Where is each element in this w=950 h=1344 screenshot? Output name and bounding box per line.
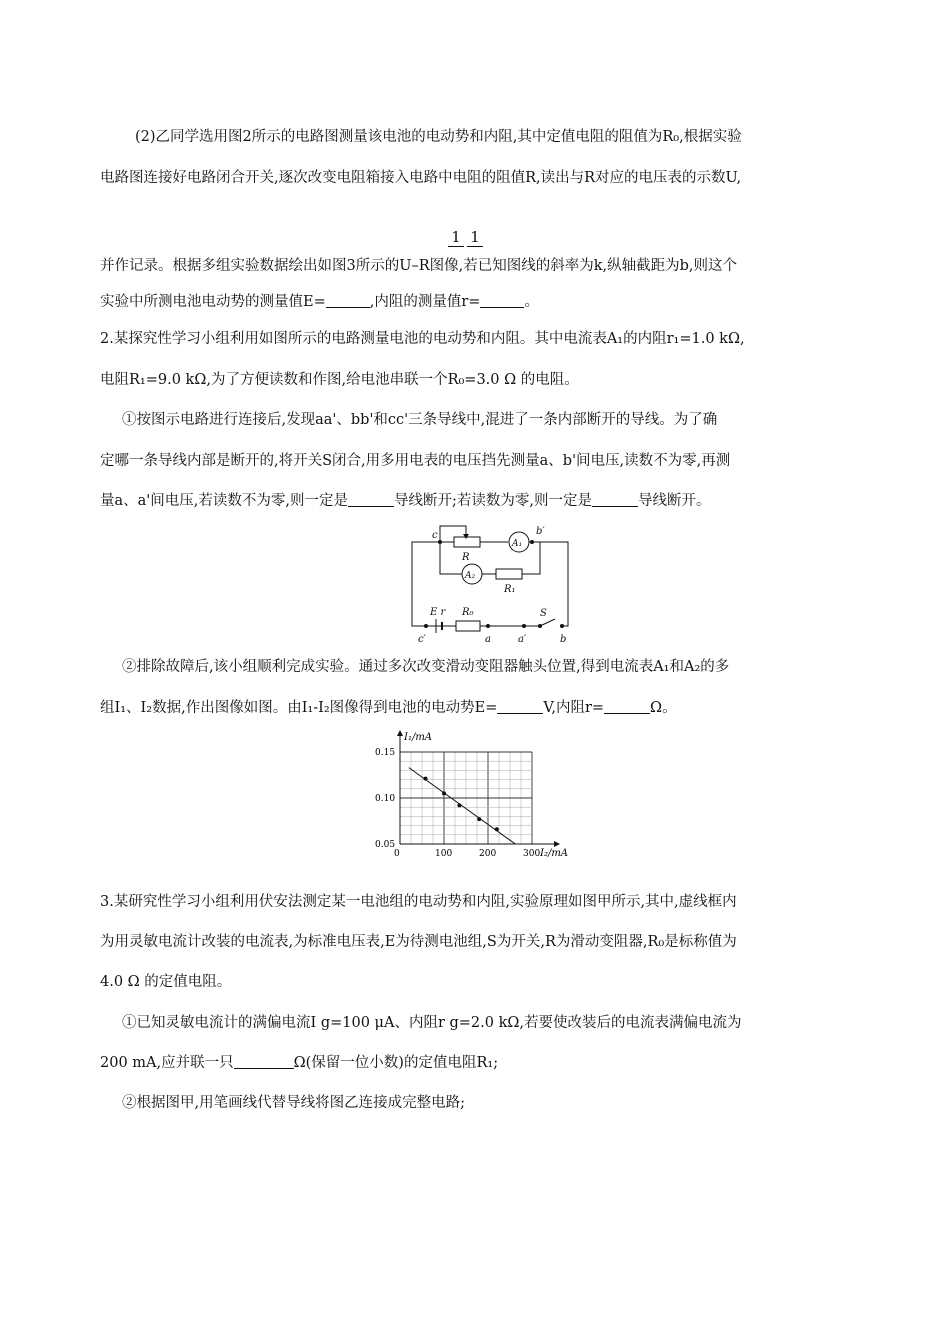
fraction-bar (467, 246, 483, 247)
q2-part2-line2 (100, 698, 677, 718)
q2-line2: 电阻R₁=9.0 kΩ,为了方便读数和作图,给电池串联一个R₀=3.0 Ω 的电阻。 (100, 372, 579, 388)
label-r0: R₀ (462, 607, 474, 618)
node-c-prime (424, 624, 428, 628)
data-point (495, 827, 499, 831)
q3-part1-line1: ①已知灵敏电流计的满偏电流I g=100 μA、内阻r g=2.0 kΩ,若要使改装后的电流表满偏电流为 (122, 1015, 742, 1031)
node-a (486, 624, 490, 628)
fraction-denominator: U–R (399, 258, 430, 274)
q2-line1: 2.某探究性学习小组利用如图所示的电路测量电池的电动势和内阻。其中电流表A₁的内阻r₁=1.0 kΩ, (100, 331, 745, 347)
node-b (560, 624, 564, 628)
y-tick-label: 0.15 (375, 748, 396, 758)
chart-marks (409, 768, 515, 844)
text-run: 200 mA,应并联一只 (100, 1055, 234, 1071)
text-run: 导线断开。 (638, 493, 711, 509)
node-a-prime (522, 624, 526, 628)
chart-grid (400, 752, 532, 844)
x-axis-arrow-icon (554, 841, 560, 847)
fraction-1-over-u (446, 228, 466, 246)
fraction-1-over-r (465, 228, 485, 246)
x-tick-label: 300 (523, 849, 541, 859)
label-a2: A₂ (465, 571, 476, 581)
label-a-prime: a′ (518, 634, 527, 645)
q3-part1-line2 (100, 1053, 498, 1073)
fraction-bar (448, 246, 464, 247)
text-run: Ω。 (650, 700, 677, 716)
answer-blank-resistance[interactable] (604, 699, 650, 714)
y-tick-label: 0.10 (375, 794, 396, 804)
text-run: 实验中所测电池电动势的测量值E= (100, 294, 326, 310)
answer-blank-wire1[interactable] (348, 492, 394, 507)
label-r: R (462, 552, 470, 563)
answer-blank-e[interactable] (326, 293, 370, 308)
slider-wire (440, 526, 466, 542)
resistor-r1 (496, 569, 522, 579)
q2-part1-line2: 定哪一条导线内部是断开的,将开关S闭合,用多用电表的电压挡先测量a、b'间电压,读数不为零,再测 (100, 453, 731, 469)
answer-blank-r[interactable] (480, 293, 524, 308)
q2-part1-line1: ①按图示电路进行连接后,发现aa'、bb'和cc'三条导线中,混进了一条内部断开的导线。为了确 (122, 412, 718, 428)
label-a1: A₁ (512, 539, 523, 549)
x-tick-label: 200 (479, 849, 497, 859)
text-run: 组I₁、I₂数据,作出图像如图。由I₁-I₂图像得到电池的电动势E= (100, 700, 498, 716)
label-c-prime: c′ (418, 634, 426, 645)
fraction-numerator: 1 (451, 228, 461, 246)
answer-blank-emf[interactable] (497, 699, 543, 714)
q1-part2-line4 (100, 292, 539, 312)
y-axis-arrow-icon (397, 730, 403, 736)
data-point (477, 817, 481, 821)
y-tick-label: 0.05 (375, 840, 396, 850)
data-point (442, 791, 446, 795)
node-c (438, 540, 442, 544)
i1-i2-chart (360, 728, 585, 863)
text-run: 导线断开;若读数为零,则一定是 (394, 493, 592, 509)
q3-part2-line1: ②根据图甲,用笔画线代替导线将图乙连接成完整电路; (122, 1095, 465, 1111)
label-b-prime: b′ (536, 526, 545, 537)
q1-part2-line3 (100, 256, 737, 276)
x-tick-label: 0 (394, 849, 400, 859)
text-run: V,内阻r= (543, 700, 605, 716)
x-axis-label: I₂/mA (540, 848, 569, 859)
text-run: 图像,若已知图线的斜率为k,纵轴截距为b,则这个 (429, 258, 738, 274)
y-axis-label: I₁/mA (404, 732, 433, 743)
text-run: 并作记录。根据多组实验数据绘出如图3所示的 (100, 258, 400, 274)
text-run: Ω(保留一位小数)的定值电阻R₁; (293, 1055, 499, 1071)
label-e-r: E r (430, 607, 446, 618)
label-s: S (540, 608, 547, 619)
q1-part2-line1: (2)乙同学选用图2所示的电路图测量该电池的电动势和内阻,其中定值电阻的阻值为R₀,根据实验 (135, 129, 742, 145)
data-point (457, 803, 461, 807)
label-b: b (560, 634, 567, 645)
text-run: 。 (524, 294, 539, 310)
q3-line1: 3.某研究性学习小组利用伏安法测定某一电池组的电动势和内阻,实验原理如图甲所示,其中,虚线框内 (100, 894, 737, 910)
resistor-r0 (456, 621, 480, 631)
q2-part2-line1: ②排除故障后,该小组顺利完成实验。通过多次改变滑动变阻器触头位置,得到电流表A₁和A₂的多 (122, 659, 730, 675)
label-a: a (485, 634, 491, 645)
fraction-numerator: 1 (470, 228, 480, 246)
q2-part1-line3 (100, 491, 711, 511)
label-c: c (432, 530, 438, 541)
wire-right (532, 542, 568, 626)
text-run: 量a、a'间电压,若读数不为零,则一定是 (100, 493, 348, 509)
answer-blank-wire2[interactable] (592, 492, 638, 507)
text-run: ,内阻的测量值r= (369, 294, 481, 310)
x-tick-label: 100 (435, 849, 453, 859)
node-switch (538, 624, 542, 628)
node-b-prime (530, 540, 534, 544)
answer-blank-shunt[interactable] (234, 1054, 294, 1069)
circuit-diagram (400, 518, 590, 648)
wire (522, 542, 540, 574)
label-r1: R₁ (504, 584, 516, 595)
q3-line3: 4.0 Ω 的定值电阻。 (100, 974, 232, 990)
rheostat-r (454, 537, 480, 547)
q3-line2: 为用灵敏电流计改装的电流表,为标准电压表,E为待测电池组,S为开关,R为滑动变阻器,R₀是标称值为 (100, 934, 737, 950)
data-point (424, 777, 428, 781)
q1-part2-line2: 电路图连接好电路闭合开关,逐次改变电阻箱接入电路中电阻的阻值R,读出与R对应的电压表的示数U, (100, 170, 742, 186)
switch-s (540, 619, 555, 626)
